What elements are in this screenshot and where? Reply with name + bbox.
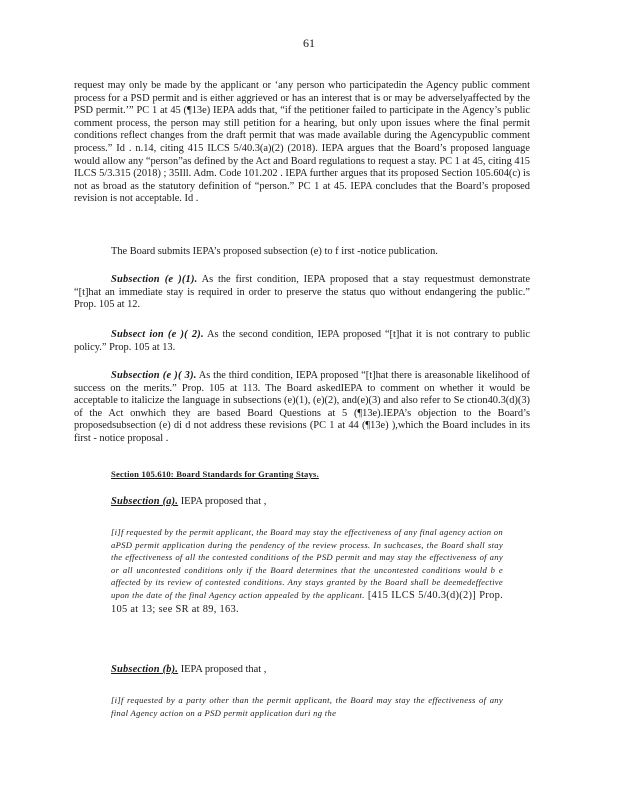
paragraph-text: As the third condition, IEPA proposed “[t]hat there is areasonable likelihood of success on the merits.” Prop. 105 at 113. The Board askedIEPA to comment on whether it would be acceptable to italicize the language in subsections (e)(1), (e)(2), and(e)(3) and also refer to Se ction40.3(d)(3) of the Act onwhich they are based Board Questions at 5 (¶13e).IEPA’s objection to the Board’s proposedsubsection (e) di d not address these revisions (PC 1 at 44 (¶13e) ),which the Board includes in its first - notice proposal . — [74, 370, 530, 444]
subsection-label: Subsection (e )( 3). — [111, 370, 197, 381]
subsection-label: Subsect ion (e )( 2). — [111, 329, 204, 340]
subsection-label: Subsection (e )(1). — [111, 274, 198, 285]
paragraph-subsection-e2 — [74, 329, 530, 354]
paragraph-stay-request: request may only be made by the applicant or ‘any person who participatedin the Agency public comment process for a PSD permit and is either aggrieved or has an interest that is or may be adverselyaffected by the PSD permit.’” PC 1 at 45 (¶13e) IEPA adds that, “if the petitioner failed to participate in the Agency’s public comment process, the person may still petition for a hearing, but only upon issues where the final permit conditions reflect changes from the draft permit that was made available during the Agencypublic comment process.” Id . n.14, citing 415 ILCS 5/40.3(a)(2) (2018). IEPA argues that the Board’s proposed language would allow any “person”as defined by the Act and Board regulations to request a stay. PC 1 at 45, citing 415 ILCS 5/3.315 (2018) ; 35Ill. Adm. Code 101.202 . IEPA further argues that its proposed Section 105.604(c) is not as broad as the statutory definition of “person.” PC 1 at 45. IEPA concludes that the Board’s proposed revision is not acceptable. Id . — [74, 80, 530, 205]
paragraph-text: As the second condition, IEPA proposed “[t]hat it is not contrary to public policy.” Prop. 105 at 13. — [74, 329, 530, 353]
paragraph-subsection-e1 — [74, 274, 530, 312]
paragraph-text: As the first condition, IEPA proposed that a stay requestmust demonstrate “[t]hat an immediate stay is required in order to preserve the status quo without endangering the public.” Prop. 105 at 12. — [74, 274, 530, 311]
subsection-label: Subsection (a). — [111, 496, 179, 507]
subsection-label: Subsection (b). — [111, 664, 179, 675]
quote-subsection-b: [i]f requested by a party other than the permit applicant, the Board may stay the effectiveness of any final Agency action on a PSD permit application duri ng the — [111, 695, 503, 718]
quote-text: [i]f requested by the permit applicant, the Board may stay the effectiveness of any final agency action on aPSD permit application during the pendency of the review process. In suchcases, the Board shall stay the effectiveness of all the contested conditions of the PSD permit and may stay the effectiveness of any or all uncontested conditions only if the Board determines that the uncontested conditions would b e affected by its review of contested conditions. Any stays granted by the Board shall be deemedeffective upon the date of the final Agency action appealed by the applicant. — [111, 527, 503, 600]
quote-citation: [415 ILCS 5/40.3(d)(2)] Prop. 105 at 13; see SR at 89, 163. — [111, 589, 503, 615]
subsection-b-intro — [111, 664, 511, 677]
subsection-a-intro — [111, 496, 511, 509]
intro-text: IEPA proposed that , — [178, 496, 267, 507]
paragraph-subsection-e3 — [74, 370, 530, 446]
section-heading-105-610: Section 105.610: Board Standards for Granting Stays. — [111, 469, 319, 479]
quote-subsection-a — [111, 526, 503, 616]
paragraph-first-notice: The Board submits IEPA’s proposed subsection (e) to f irst -notice publication. — [111, 246, 438, 257]
page-number: 61 — [303, 36, 315, 50]
intro-text: IEPA proposed that , — [178, 664, 267, 675]
